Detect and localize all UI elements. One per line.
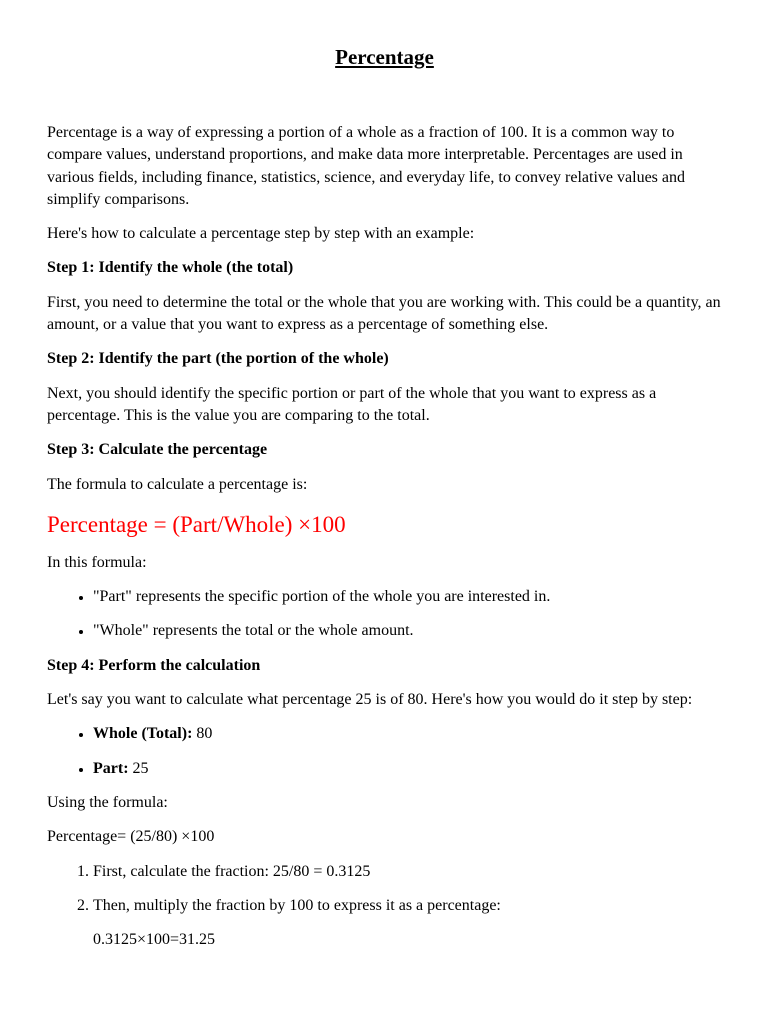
in-formula-text: In this formula: — [47, 553, 147, 571]
list-item — [93, 758, 722, 780]
list-item: • "Whole" represents the total or the whole amount. — [93, 620, 722, 642]
step4-body: Let's say you want to calculate what percentage 25 is of 80. Here's how you would do it step by step: — [47, 691, 693, 709]
step4-heading: Step 4: Perform the calculation — [47, 656, 261, 674]
part-label: Part: — [93, 759, 129, 777]
step3-body: The formula to calculate a percentage is: — [47, 475, 308, 493]
calculation-result: 0.3125×100=31.25 — [93, 931, 216, 949]
step2-heading: Step 2: Identify the part (the portion of the whole) — [47, 350, 389, 368]
list-item: 1. First, calculate the fraction: 25/80 = 0.3125 — [93, 861, 722, 883]
step3-heading: Step 3: Calculate the percentage — [47, 441, 268, 459]
part-value: 25 — [128, 759, 149, 777]
whole-label: Whole (Total): — [93, 725, 193, 743]
list-item: 2. Then, multiply the fraction by 100 to express it as a percentage: — [93, 895, 722, 917]
whole-value: 80 — [192, 725, 213, 743]
percentage-formula: Percentage = (Part/Whole) ×100 — [47, 511, 346, 537]
calculation-steps-list — [47, 861, 722, 918]
how-to-paragraph: Here's how to calculate a percentage step by step with an example: — [47, 225, 475, 243]
list-item — [93, 723, 722, 745]
using-formula-text: Using the formula: — [47, 793, 168, 811]
step1-heading: Step 1: Identify the whole (the total) — [47, 259, 294, 277]
example-formula: Percentage= (25/80) ×100 — [47, 828, 215, 846]
formula-definitions-list — [47, 586, 722, 643]
document-title: Percentage — [335, 45, 434, 69]
intro-paragraph: Percentage is a way of expressing a portion of a whole as a fraction of 100. It is a common way to compare values, understand proportions, and make data more interpretable. Percentages are used in various fields, including finance, statistics, science, and everyday life, to convey relative values and simplify comparisons. — [47, 124, 685, 208]
step1-body: First, you need to determine the total or the whole that you are working with. This could be a quantity, an amount, or a value that you want to express as a percentage of something else. — [47, 293, 721, 334]
example-values-list — [47, 723, 722, 780]
step2-body: Next, you should identify the specific portion or part of the whole that you want to express as a percentage. This is the value you are comparing to the total. — [47, 384, 657, 424]
list-item: • "Part" represents the specific portion of the whole you are interested in. — [93, 586, 722, 608]
